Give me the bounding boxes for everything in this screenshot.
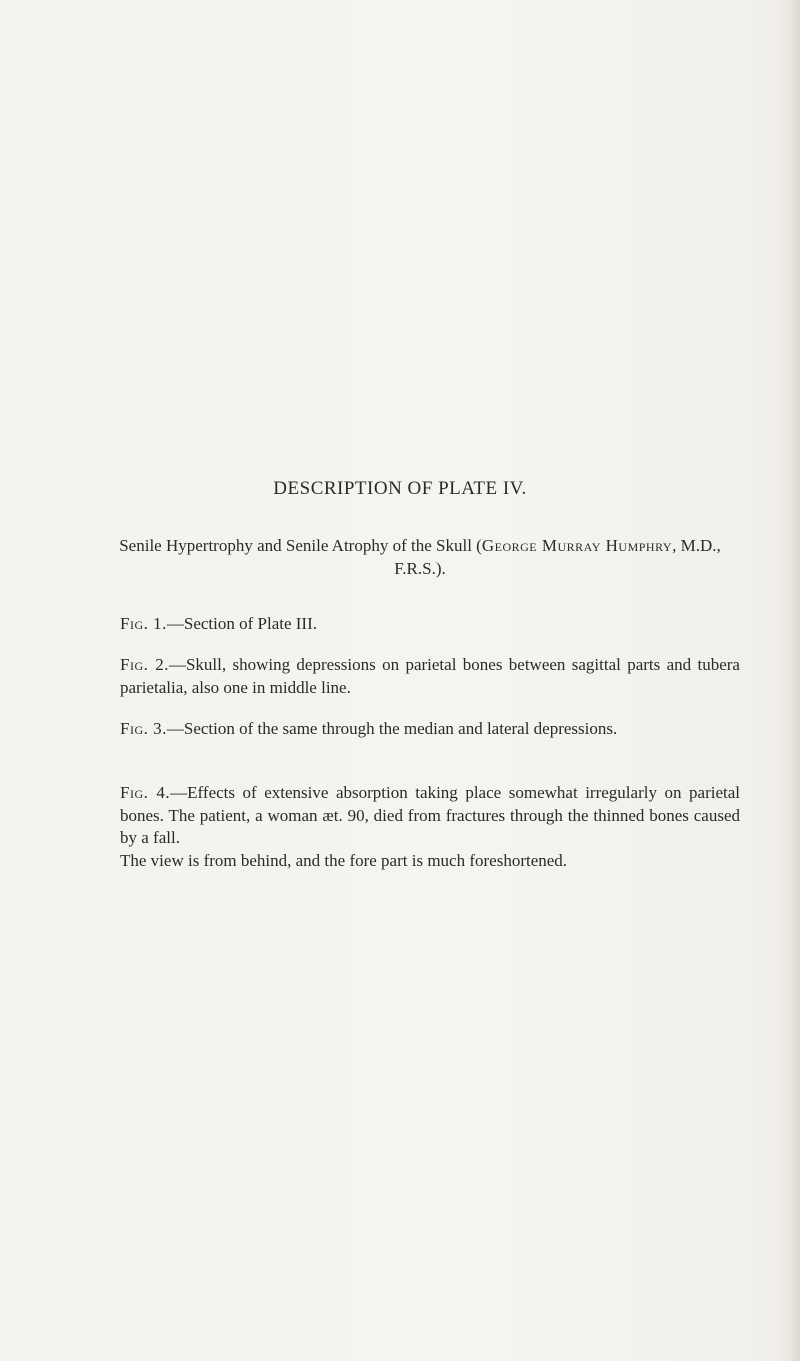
figure-text: —Effects of extensive absorption taking place somewhat irregularly on parietal bones. The patient, a woman æt. 90, died from fractures through the thinned bones caused by a fall. [120, 783, 740, 847]
figure-text: —Section of Plate III. [166, 614, 318, 633]
subtitle-credentials: , M.D., F.R.S.). [394, 536, 721, 578]
figure-label: Fig. 1. [120, 614, 167, 633]
figure-text: —Skull, showing depressions on parietal bones between sagittal parts and tubera parietalia, also one in middle line. [120, 655, 740, 697]
figure-caption-4 [120, 782, 740, 850]
plate-heading: DESCRIPTION OF PLATE IV. [273, 478, 527, 499]
figure-label: Fig. 2. [120, 655, 169, 674]
figure-caption-4-continued: The view is from behind, and the fore part is much foreshortened. [120, 851, 568, 870]
page-edge-shadow [790, 0, 800, 1361]
subtitle-author: George Murray Humphry [481, 536, 673, 555]
figure-caption-1 [120, 613, 740, 636]
figure-label: Fig. 3. [120, 719, 167, 738]
figure-caption-2 [120, 654, 740, 699]
figure-text: —Section of the same through the median and lateral depressions. [166, 719, 618, 738]
plate-subtitle [100, 535, 740, 580]
figure-caption-3 [120, 718, 740, 741]
subtitle-text: Senile Hypertrophy and Senile Atrophy of the Skull ( [119, 536, 482, 555]
figure-label: Fig. 4. [120, 783, 171, 802]
